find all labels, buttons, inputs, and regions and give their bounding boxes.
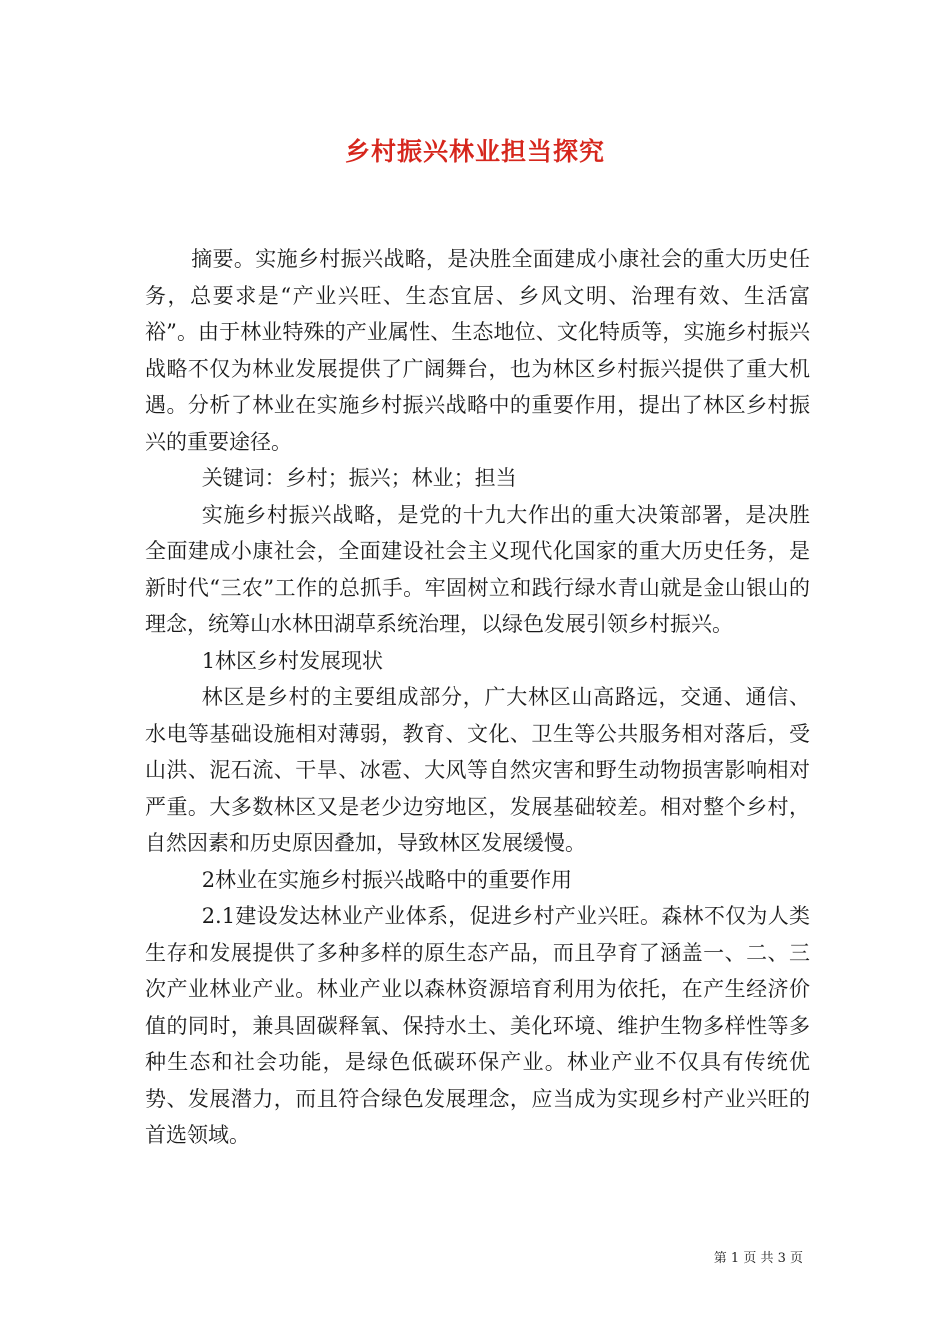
intro-paragraph: 实施乡村振兴战略，是党的十九大作出的重大决策部署，是决胜全面建成小康社会，全面建设社会主义现代化国家的重大历史任务，是新时代“三农”工作的总抓手。牢固树立和践行绿水青山就是金山银山的理念，统筹山水林田湖草系统治理，以绿色发展引领乡村振兴。 (145, 502, 810, 636)
document-body (145, 241, 810, 1154)
document-title: 乡村振兴林业担当探究 (344, 137, 605, 166)
section-1-paragraph: 林区是乡村的主要组成部分，广大林区山高路远，交通、通信、水电等基础设施相对薄弱，教育、文化、卫生等公共服务相对落后，受山洪、泥石流、干旱、冰雹、大风等自然灾害和野生动物损害影响相对严重。大多数林区又是老少边穷地区，发展基础较差。相对整个乡村，自然因素和历史原因叠加，导致林区发展缓慢。 (145, 685, 810, 855)
abstract-paragraph: 摘要。实施乡村振兴战略，是决胜全面建成小康社会的重大历史任务，总要求是“产业兴旺、生态宜居、乡风文明、治理有效、生活富裕”。由于林业特殊的产业属性、生态地位、文化特质等，实施乡村振兴战略不仅为林业发展提供了广阔舞台，也为林区乡村振兴提供了重大机遇。分析了林业在实施乡村振兴战略中的重要作用，提出了林区乡村振兴的重要途径。 (145, 247, 810, 454)
section-heading-1: 1林区乡村发展现状 (201, 648, 384, 673)
section-heading-2: 2林业在实施乡村振兴战略中的重要作用 (201, 867, 573, 892)
section-2-1-paragraph: 2.1建设发达林业产业体系，促进乡村产业兴旺。森林不仅为人类生存和发展提供了多种多样的原生态产品，而且孕育了涵盖一、二、三次产业林业产业。林业产业以森林资源培育利用为依托，在产生经济价值的同时，兼具固碳释氧、保持水土、美化环境、维护生物多样性等多种生态和社会功能，是绿色低碳环保产业。林业产业不仅具有传统优势、发展潜力，而且符合绿色发展理念，应当成为实现乡村产业兴旺的首选领域。 (145, 904, 810, 1147)
keywords-line: 关键词：乡村；振兴；林业；担当 (201, 466, 517, 490)
page-number: 第 1 页 共 3 页 (713, 1251, 803, 1266)
